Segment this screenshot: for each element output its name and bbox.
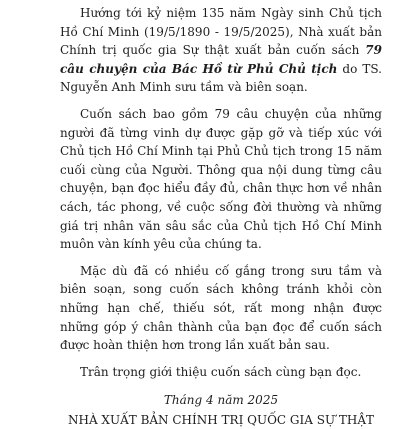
publisher-name: NHÀ XUẤT BẢN CHÍNH TRỊ QUỐC GIA SỰ THẬT [67, 413, 375, 428]
content-paragraph: Cuốn sách bao gồm 79 câu chuyện của những người đã từng vinh dự được gặp gỡ và tiếp xúc với Chủ tịch Hồ Chí Minh tại Phủ Chủ tịch trong 15 năm cuối cùng của Người. Thông qua nội dung từng câu chuyện, bạn đọc hiểu đầy đủ, chân thực hơn về nhân cách, tác phong, về cuộc sống đời thường và những giá trị nhân văn sâu sắc của Chủ tịch Hồ Chí Minh muôn vàn kính yêu của chúng ta. [60, 106, 382, 252]
date-line: Tháng 4 năm 2025 [163, 393, 279, 408]
intro-text-start: Hướng tới kỷ niệm 135 năm Ngày sinh Chủ tịch Hồ Chí Minh (19/5/1890 - 19/5/2025), Nhà xuất bản Chính trị quốc gia Sự thật xuất bản cuốn sách [60, 6, 382, 58]
feedback-paragraph: Mặc dù đã có nhiều cố gắng trong sưu tầm và biên soạn, song cuốn sách không tránh khỏi còn những hạn chế, thiếu sót, rất mong nhận được những góp ý chân thành của bạn đọc để cuốn sách được hoàn thiện hơn trong lần xuất bản sau. [60, 263, 382, 353]
book-title: 79 câu chuyện của Bác Hồ từ Phủ Chủ tịch [60, 43, 382, 76]
intro-text-end: do TS. Nguyễn Anh Minh sưu tầm và biên soạn. [60, 61, 382, 95]
document-page [60, 4, 382, 429]
intro-paragraph [60, 4, 382, 97]
closing-paragraph: Trân trọng giới thiệu cuốn sách cùng bạn đọc. [80, 364, 362, 379]
